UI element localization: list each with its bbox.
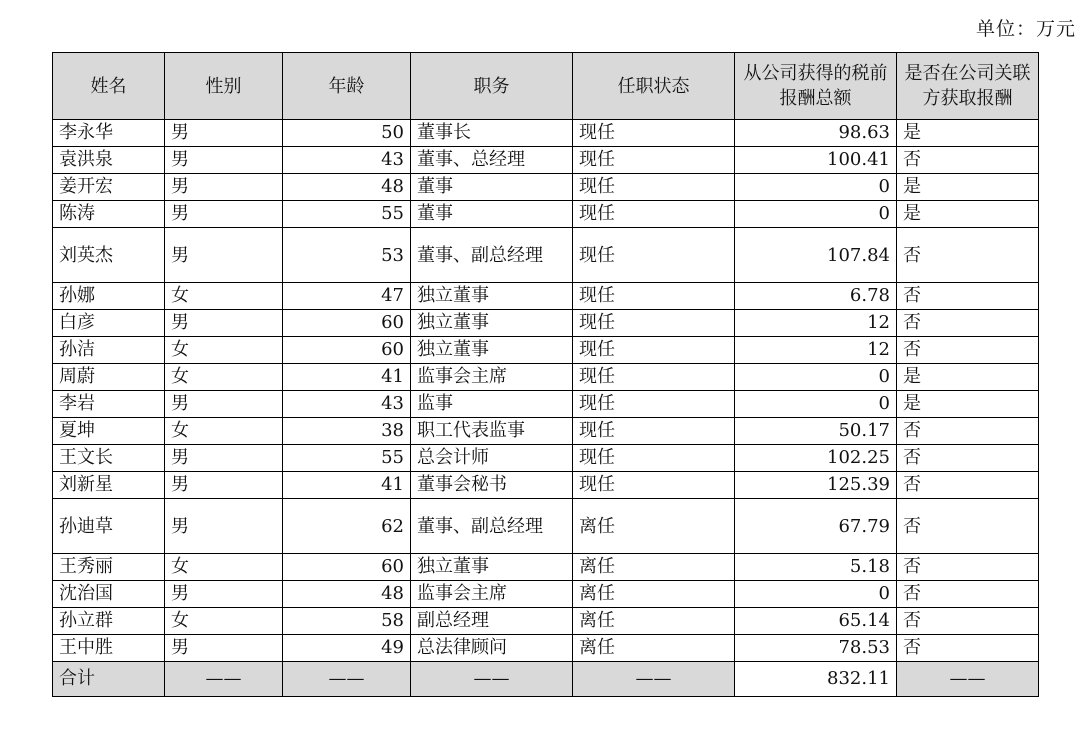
total-dash: —— xyxy=(165,662,283,697)
cell-age: 62 xyxy=(283,499,411,554)
cell-position: 独立董事 xyxy=(411,337,573,364)
cell-status: 现任 xyxy=(573,283,735,310)
cell-age: 48 xyxy=(283,581,411,608)
cell-position: 独立董事 xyxy=(411,554,573,581)
cell-pay: 12 xyxy=(735,337,897,364)
table-row xyxy=(53,228,1039,283)
cell-pay: 78.53 xyxy=(735,635,897,662)
cell-pay: 98.63 xyxy=(735,120,897,147)
cell-related: 否 xyxy=(897,445,1039,472)
table-row xyxy=(53,581,1039,608)
cell-gender: 男 xyxy=(165,310,283,337)
cell-gender: 女 xyxy=(165,554,283,581)
cell-related: 否 xyxy=(897,499,1039,554)
cell-related: 是 xyxy=(897,201,1039,228)
unit-label: 单位：万元 xyxy=(975,18,1076,40)
cell-pay: 5.18 xyxy=(735,554,897,581)
header-name: 姓名 xyxy=(53,53,165,120)
table-row xyxy=(53,174,1039,201)
cell-gender: 男 xyxy=(165,391,283,418)
compensation-table xyxy=(52,52,1039,697)
table-row xyxy=(53,445,1039,472)
cell-name: 孙立群 xyxy=(53,608,165,635)
cell-gender: 男 xyxy=(165,120,283,147)
cell-name: 沈治国 xyxy=(53,581,165,608)
cell-age: 60 xyxy=(283,310,411,337)
cell-position: 监事 xyxy=(411,391,573,418)
cell-name: 王中胜 xyxy=(53,635,165,662)
cell-name: 白彦 xyxy=(53,310,165,337)
cell-status: 现任 xyxy=(573,310,735,337)
table-row xyxy=(53,120,1039,147)
total-label: 合计 xyxy=(53,662,165,697)
cell-related: 否 xyxy=(897,608,1039,635)
cell-gender: 男 xyxy=(165,201,283,228)
cell-status: 现任 xyxy=(573,337,735,364)
cell-status: 现任 xyxy=(573,228,735,283)
total-dash: —— xyxy=(573,662,735,697)
cell-gender: 女 xyxy=(165,608,283,635)
header-gender: 性别 xyxy=(165,53,283,120)
table-row xyxy=(53,337,1039,364)
cell-gender: 女 xyxy=(165,418,283,445)
cell-pay: 0 xyxy=(735,364,897,391)
table-row xyxy=(53,201,1039,228)
cell-pay: 0 xyxy=(735,391,897,418)
cell-age: 48 xyxy=(283,174,411,201)
cell-status: 现任 xyxy=(573,418,735,445)
cell-gender: 女 xyxy=(165,283,283,310)
cell-age: 41 xyxy=(283,472,411,499)
cell-related: 否 xyxy=(897,147,1039,174)
cell-age: 47 xyxy=(283,283,411,310)
cell-pay: 67.79 xyxy=(735,499,897,554)
cell-related: 是 xyxy=(897,174,1039,201)
table-row xyxy=(53,472,1039,499)
cell-pay: 50.17 xyxy=(735,418,897,445)
cell-status: 现任 xyxy=(573,174,735,201)
cell-related: 是 xyxy=(897,120,1039,147)
cell-position: 独立董事 xyxy=(411,310,573,337)
table-row xyxy=(53,364,1039,391)
cell-related: 否 xyxy=(897,337,1039,364)
table-row xyxy=(53,391,1039,418)
cell-gender: 男 xyxy=(165,228,283,283)
table-body xyxy=(53,120,1039,662)
cell-name: 袁洪泉 xyxy=(53,147,165,174)
total-pay: 832.11 xyxy=(735,662,897,697)
cell-related: 否 xyxy=(897,635,1039,662)
cell-name: 姜开宏 xyxy=(53,174,165,201)
cell-related: 否 xyxy=(897,472,1039,499)
header-related: 是否在公司关联方获取报酬 xyxy=(897,53,1039,120)
cell-related: 是 xyxy=(897,364,1039,391)
cell-position: 董事 xyxy=(411,174,573,201)
total-dash: —— xyxy=(283,662,411,697)
cell-pay: 102.25 xyxy=(735,445,897,472)
cell-age: 49 xyxy=(283,635,411,662)
cell-position: 监事会主席 xyxy=(411,581,573,608)
cell-name: 王文长 xyxy=(53,445,165,472)
cell-pay: 65.14 xyxy=(735,608,897,635)
cell-name: 夏坤 xyxy=(53,418,165,445)
cell-position: 独立董事 xyxy=(411,283,573,310)
cell-status: 现任 xyxy=(573,445,735,472)
cell-age: 60 xyxy=(283,337,411,364)
cell-gender: 男 xyxy=(165,472,283,499)
cell-gender: 男 xyxy=(165,581,283,608)
cell-position: 副总经理 xyxy=(411,608,573,635)
cell-age: 41 xyxy=(283,364,411,391)
cell-name: 刘新星 xyxy=(53,472,165,499)
cell-position: 董事长 xyxy=(411,120,573,147)
cell-pay: 125.39 xyxy=(735,472,897,499)
cell-position: 董事、总经理 xyxy=(411,147,573,174)
cell-name: 王秀丽 xyxy=(53,554,165,581)
total-dash: —— xyxy=(411,662,573,697)
cell-related: 否 xyxy=(897,283,1039,310)
cell-pay: 12 xyxy=(735,310,897,337)
cell-position: 总法律顾问 xyxy=(411,635,573,662)
cell-gender: 女 xyxy=(165,364,283,391)
header-pay: 从公司获得的税前报酬总额 xyxy=(735,53,897,120)
cell-name: 孙迪草 xyxy=(53,499,165,554)
table-row xyxy=(53,635,1039,662)
cell-name: 李岩 xyxy=(53,391,165,418)
cell-pay: 100.41 xyxy=(735,147,897,174)
cell-name: 刘英杰 xyxy=(53,228,165,283)
cell-status: 现任 xyxy=(573,120,735,147)
cell-status: 离任 xyxy=(573,499,735,554)
cell-status: 现任 xyxy=(573,391,735,418)
cell-status: 离任 xyxy=(573,608,735,635)
cell-age: 50 xyxy=(283,120,411,147)
cell-age: 43 xyxy=(283,391,411,418)
cell-status: 现任 xyxy=(573,147,735,174)
cell-related: 否 xyxy=(897,581,1039,608)
header-status: 任职状态 xyxy=(573,53,735,120)
table-header-row xyxy=(53,53,1039,120)
cell-name: 周蔚 xyxy=(53,364,165,391)
header-age: 年龄 xyxy=(283,53,411,120)
cell-age: 55 xyxy=(283,445,411,472)
cell-gender: 男 xyxy=(165,147,283,174)
cell-status: 现任 xyxy=(573,364,735,391)
cell-name: 孙洁 xyxy=(53,337,165,364)
cell-position: 监事会主席 xyxy=(411,364,573,391)
table-row xyxy=(53,554,1039,581)
cell-age: 55 xyxy=(283,201,411,228)
total-row xyxy=(53,662,1039,697)
cell-age: 58 xyxy=(283,608,411,635)
cell-pay: 107.84 xyxy=(735,228,897,283)
cell-related: 否 xyxy=(897,554,1039,581)
cell-position: 董事 xyxy=(411,201,573,228)
cell-position: 总会计师 xyxy=(411,445,573,472)
cell-pay: 0 xyxy=(735,581,897,608)
cell-status: 现任 xyxy=(573,472,735,499)
cell-pay: 0 xyxy=(735,174,897,201)
cell-status: 现任 xyxy=(573,201,735,228)
cell-related: 否 xyxy=(897,228,1039,283)
cell-age: 38 xyxy=(283,418,411,445)
cell-age: 43 xyxy=(283,147,411,174)
cell-position: 董事会秘书 xyxy=(411,472,573,499)
cell-gender: 男 xyxy=(165,174,283,201)
total-dash: —— xyxy=(897,662,1039,697)
cell-age: 60 xyxy=(283,554,411,581)
cell-age: 53 xyxy=(283,228,411,283)
cell-gender: 女 xyxy=(165,337,283,364)
table-row xyxy=(53,418,1039,445)
cell-pay: 6.78 xyxy=(735,283,897,310)
header-position: 职务 xyxy=(411,53,573,120)
table-row xyxy=(53,310,1039,337)
cell-name: 孙娜 xyxy=(53,283,165,310)
cell-status: 离任 xyxy=(573,635,735,662)
cell-gender: 男 xyxy=(165,445,283,472)
cell-name: 李永华 xyxy=(53,120,165,147)
table-row xyxy=(53,147,1039,174)
cell-gender: 男 xyxy=(165,499,283,554)
table-row xyxy=(53,608,1039,635)
cell-status: 离任 xyxy=(573,554,735,581)
table-row xyxy=(53,283,1039,310)
cell-position: 董事、副总经理 xyxy=(411,499,573,554)
cell-related: 是 xyxy=(897,391,1039,418)
cell-related: 否 xyxy=(897,418,1039,445)
cell-status: 离任 xyxy=(573,581,735,608)
table-row xyxy=(53,499,1039,554)
cell-pay: 0 xyxy=(735,201,897,228)
cell-position: 职工代表监事 xyxy=(411,418,573,445)
cell-position: 董事、副总经理 xyxy=(411,228,573,283)
cell-related: 否 xyxy=(897,310,1039,337)
cell-name: 陈涛 xyxy=(53,201,165,228)
cell-gender: 男 xyxy=(165,635,283,662)
